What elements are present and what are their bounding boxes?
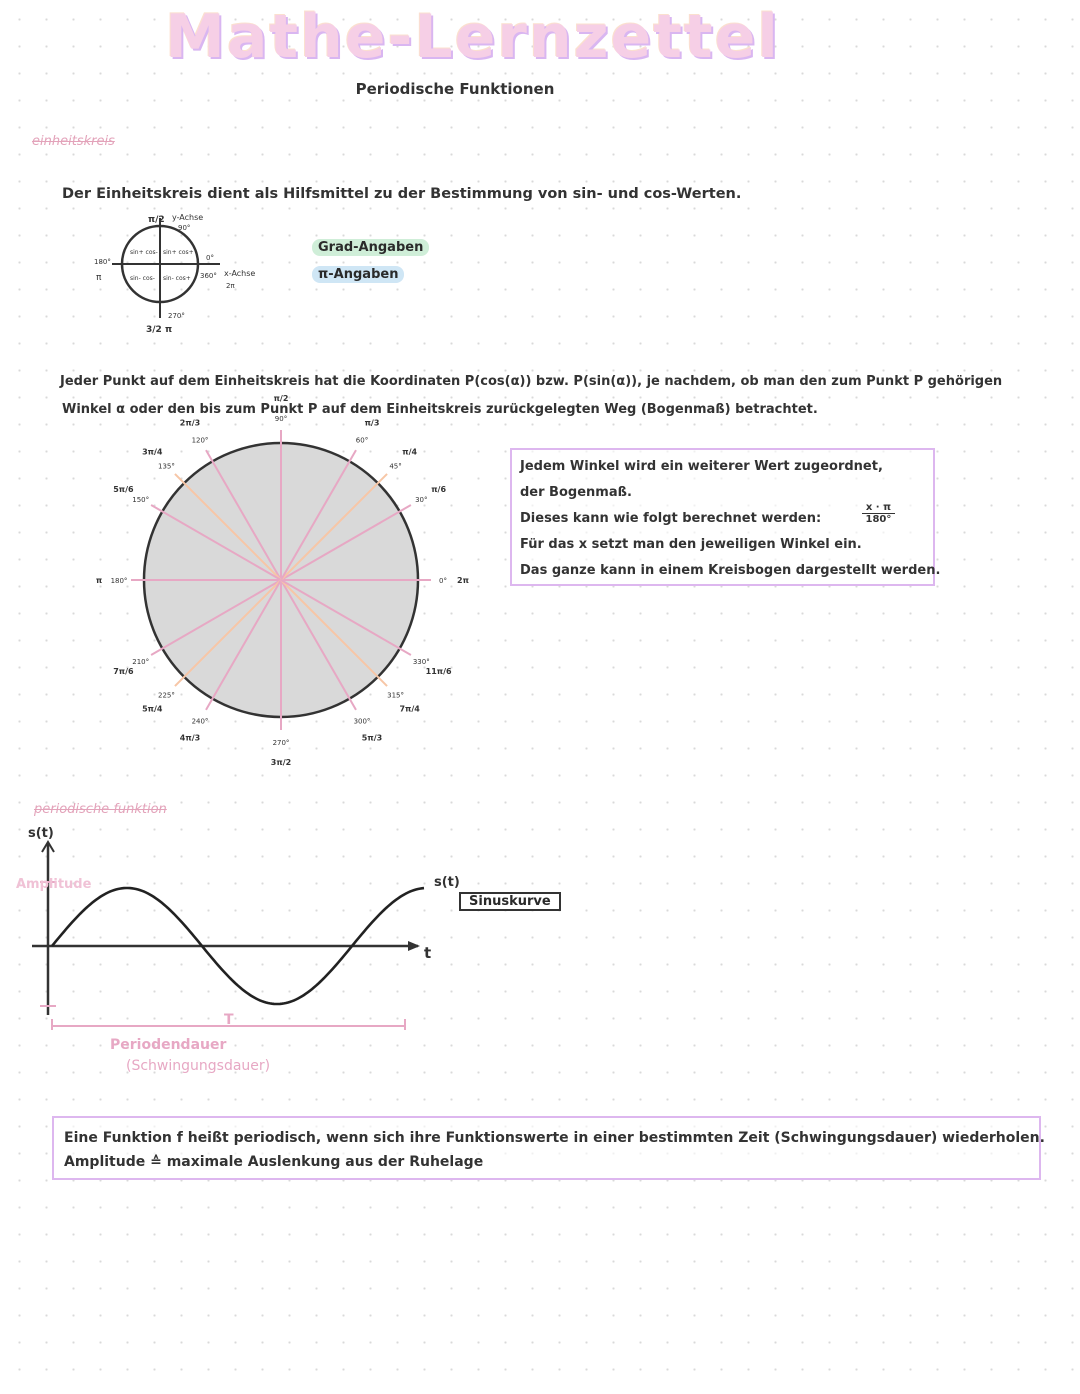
deg-label-30: 30° [415,496,428,504]
small-deg-180: 180° [94,258,111,266]
small-two-pi: 2π [226,282,235,290]
deg-label-90: 90° [274,415,288,423]
section-heading-unit-circle: einheitskreis [32,134,115,149]
page-title: Mathe-Lernzettel [165,2,780,72]
deg-label-120: 120° [191,436,209,445]
rad-label-0: 2π [457,576,469,585]
small-quadrant-1: sin+ cos+ [163,249,194,256]
small-y-axis-label: y-Achse [172,213,204,222]
rad-label-45: π/4 [402,447,418,457]
small-deg-360: 360° [200,272,217,280]
rad-label-300: 5π/3 [361,733,383,743]
info-line-2: der Bogenmaß. [520,485,632,500]
unit-circle-intro: Der Einheitskreis dient als Hilfsmittel zu der Bestimmung von sin- und cos-Werten. [62,186,742,202]
small-pi: π [96,273,102,283]
period-symbol: T [224,1012,234,1028]
small-quadrant-4: sin- cos+ [163,275,191,282]
rad-label-225: 5π/4 [142,704,163,714]
deg-label-60: 60° [355,436,369,445]
small-quadrant-2: sin+ cos- [130,249,158,256]
small-x-axis-label: x-Achse [224,269,256,278]
small-deg-270: 270° [168,312,185,320]
section-heading-periodic: periodische funktion [34,802,167,817]
rad-label-135: 3π/4 [142,447,163,457]
info-line-1: Jedem Winkel wird ein weiterer Wert zugeordnet, [520,459,883,474]
bogenmass-formula [862,502,895,528]
small-quadrant-3: sin- cos- [130,275,155,282]
formula-numerator: x · π [862,502,895,514]
legend-pi: π-Angaben [312,266,404,283]
period-label-alt: (Schwingungsdauer) [126,1058,271,1074]
small-top-rad: π/2 [148,215,165,225]
deg-label-180: 180° [110,577,128,585]
rad-label-240: 4π/3 [179,733,201,743]
bogenmass-info-box [510,448,941,586]
period-label: Periodendauer [110,1037,227,1053]
info-line-3: Dieses kann wie folgt berechnet werden: [520,511,822,526]
deg-label-270: 270° [272,739,290,747]
rad-label-60: π/3 [364,418,380,428]
small-unit-circle [90,208,290,338]
deg-label-300: 300° [353,717,371,726]
sine-graph [0,830,460,1030]
definition-line-2: Amplitude ≙ maximale Auslenkung aus der Ruhelage [64,1154,484,1170]
y-axis-label: s(t) [28,826,54,841]
deg-label-330: 330° [412,658,430,666]
sinuskurve-label: Sinuskurve [459,892,561,911]
rad-label-315: 7π/4 [399,704,420,714]
deg-label-45: 45° [389,462,402,471]
rad-label-330: 11π/6 [425,667,452,676]
deg-label-135: 135° [158,462,175,471]
small-deg-0: 0° [206,254,214,262]
small-deg-90: 90° [178,224,191,232]
coordinates-text-line1: Jeder Punkt auf dem Einheitskreis hat die Koordinaten P(cos(α)) bzw. P(sin(α)), je nachdem, ob man den zum Punkt P gehörigen [60,374,1003,389]
coordinates-text-line2: Winkel α oder den bis zum Punkt P auf dem Einheitskreis zurückgelegten Weg (Bogenmaß) betrachtet. [62,402,818,417]
deg-label-225: 225° [158,691,175,700]
formula-denominator: 180° [865,514,892,525]
deg-label-150: 150° [132,496,150,504]
deg-label-240: 240° [191,717,209,726]
small-bottom-rad: 3/2 π [146,325,173,335]
info-line-4: Für das x setzt man den jeweiligen Winkel ein. [520,537,862,552]
t-axis-label: t [424,944,432,962]
curve-label: s(t) [434,875,460,890]
angle-spokes [131,430,431,730]
rad-label-270: 3π/2 [270,758,292,767]
legend-degree: Grad-Angaben [312,239,429,256]
definition-line-1: Eine Funktion f heißt periodisch, wenn sich ihre Funktionswerte in einer bestimmten Zeit (Schwingungsdauer) wiederholen. [64,1130,1045,1146]
page-subtitle: Periodische Funktionen [355,80,555,98]
deg-label-0: 0° [439,577,447,585]
t-axis-arrow [408,941,420,951]
rad-label-120: 2π/3 [179,418,201,428]
info-line-5: Das ganze kann in einem Kreisbogen dargestellt werden. [520,563,941,578]
rad-label-150: 5π/6 [113,485,134,494]
deg-label-210: 210° [132,658,150,666]
amplitude-label: Amplitude [16,877,92,892]
rad-label-180: π [95,576,103,585]
rad-label-210: 7π/6 [113,667,134,676]
rad-label-30: π/6 [431,485,447,494]
deg-label-315: 315° [387,691,404,700]
definition-box [52,1116,1045,1180]
rad-label-90: π/2 [273,394,289,403]
